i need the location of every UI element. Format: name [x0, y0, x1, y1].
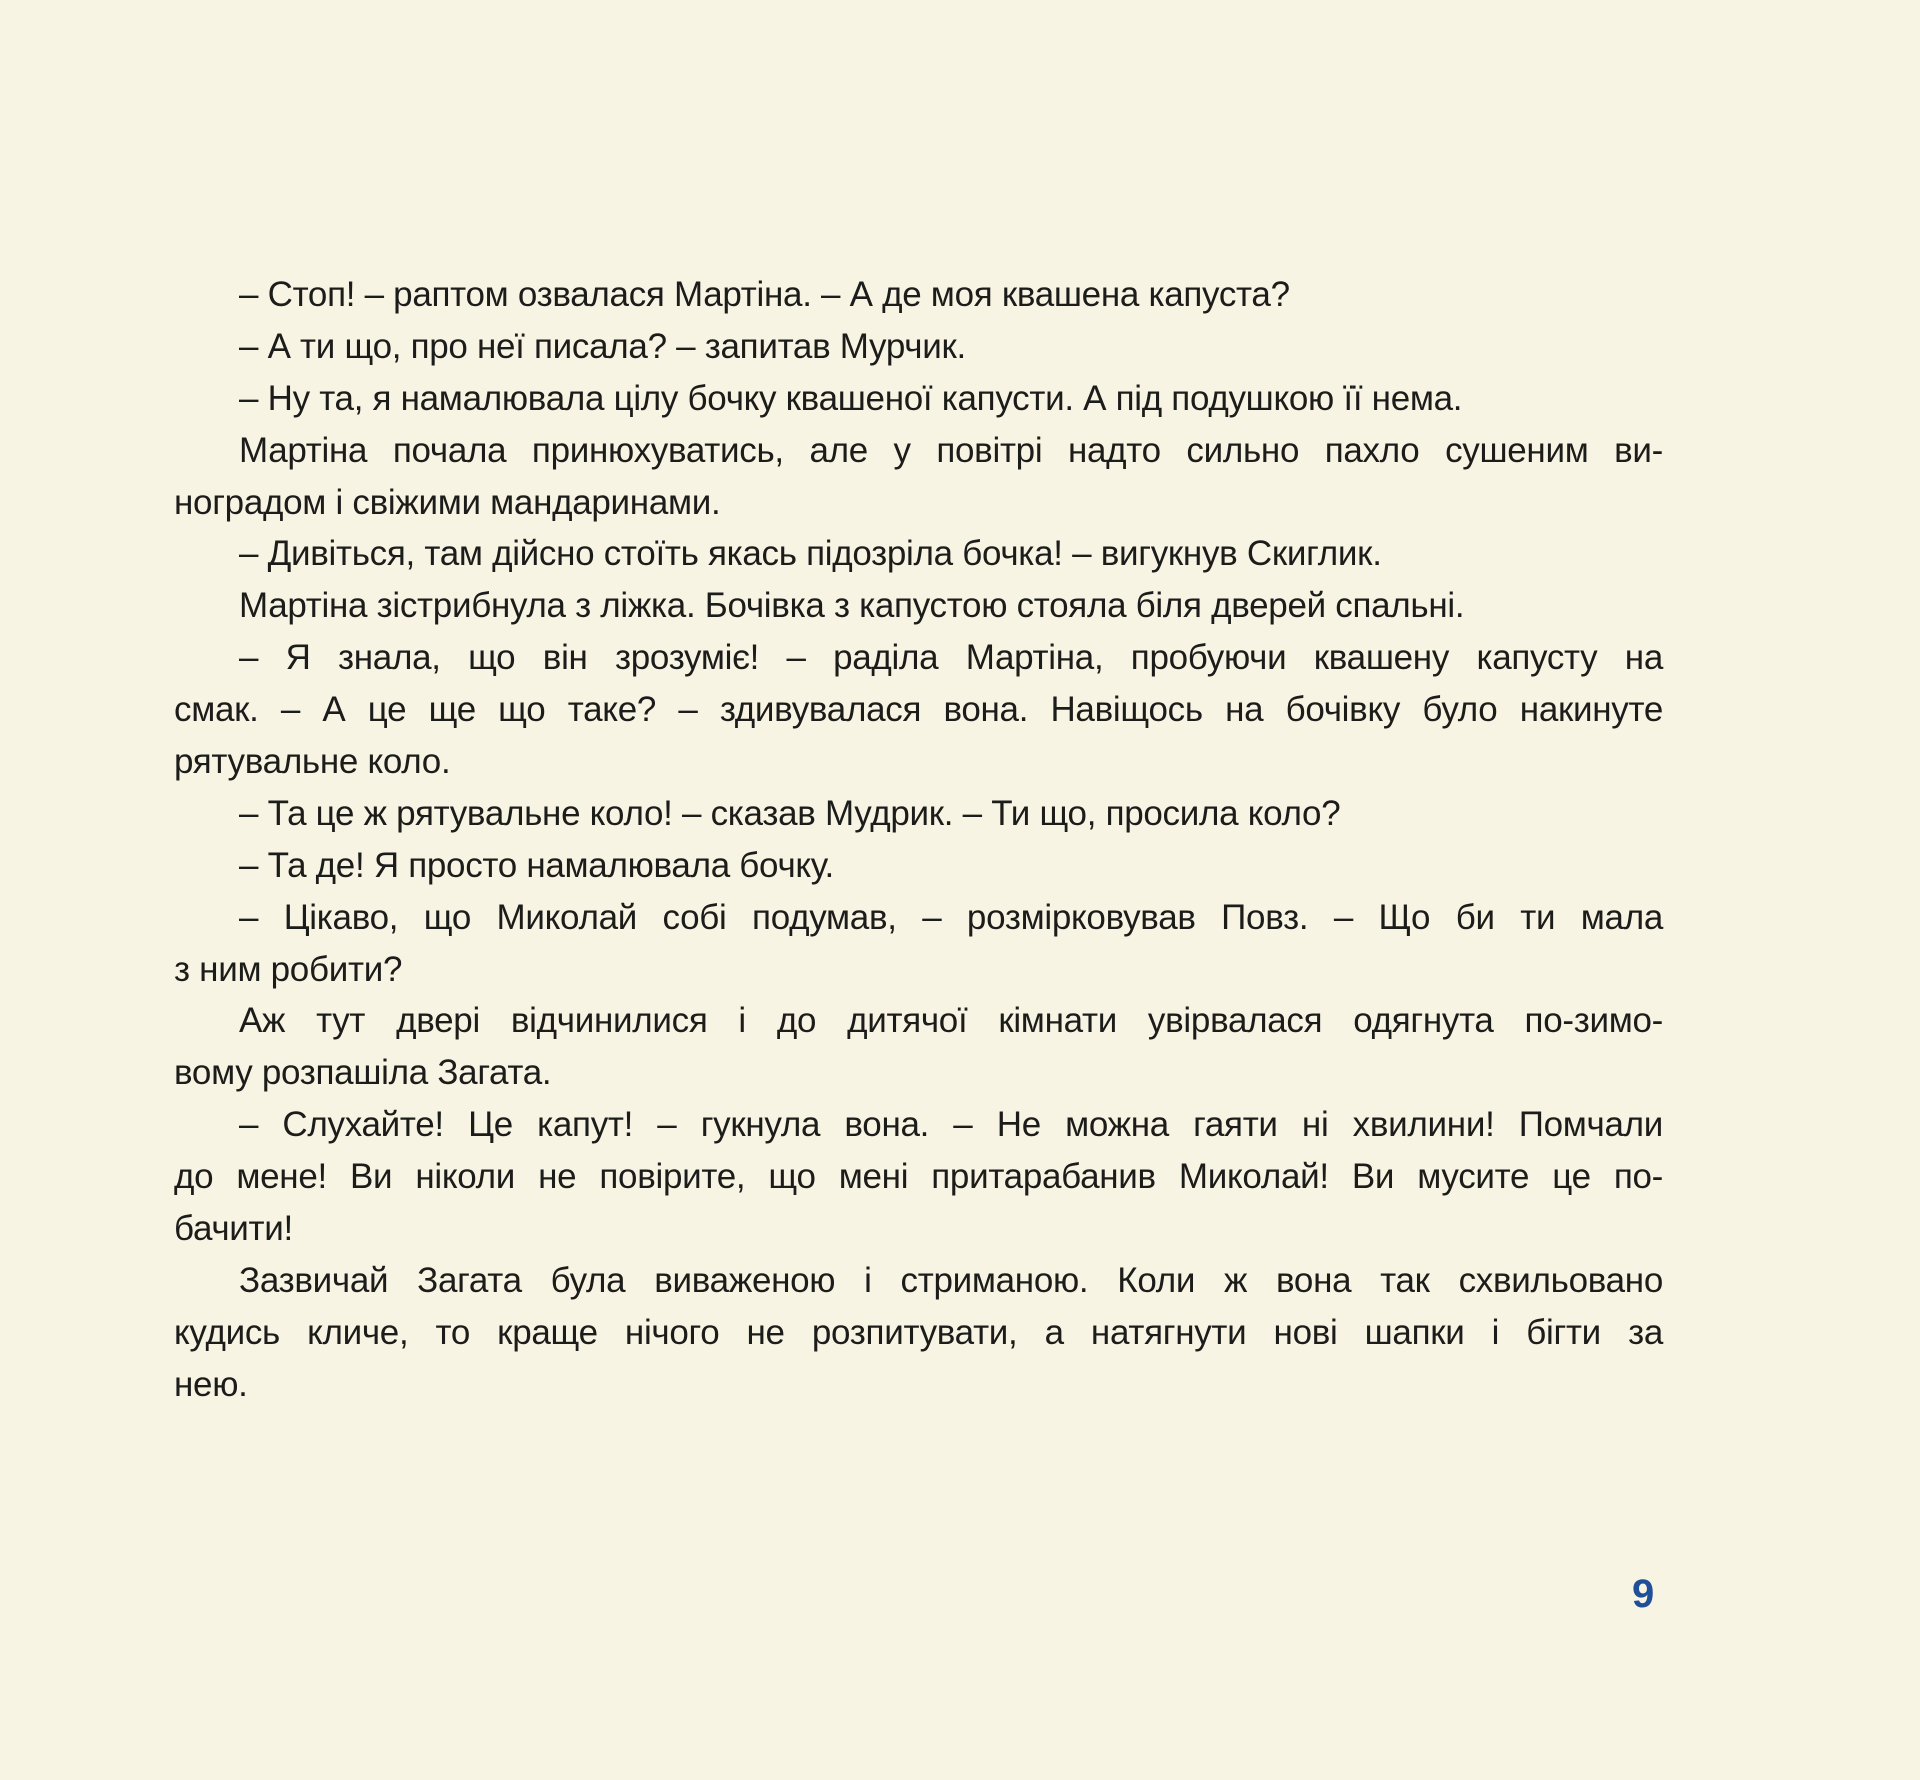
text-line: ноградом і свіжими мандаринами. [174, 482, 721, 522]
text-line: – А ти що, про неї писала? – запитав Мурчик. [239, 326, 966, 366]
text-line: смак. – А це ще що таке? – здивувалася вона. Навіщось на бочівку було накинуте [174, 690, 1663, 730]
text-line: Зазвичай Загата була виваженою і стриманою. Коли ж вона так схвильовано [239, 1260, 1663, 1300]
page-number: 9 [1632, 1572, 1655, 1616]
text-line: до мене! Ви ніколи не повірите, що мені притарабанив Миколай! Ви мусите це по- [174, 1157, 1663, 1197]
text-line: – Я знала, що він зрозуміє! – раділа Мартіна, пробуючи квашену капусту на [239, 638, 1663, 678]
text-line: кудись кличе, то краще нічого не розпитувати, а натягнути нові шапки і бігти за [174, 1312, 1663, 1352]
text-line: – Та де! Я просто намалювала бочку. [239, 845, 834, 885]
text-line: Мартіна почала принюхуватись, але у повітрі надто сильно пахло сушеним ви- [239, 430, 1663, 470]
text-line: Аж тут двері відчинилися і до дитячої кімнати увірвалася одягнута по-зимо- [239, 1001, 1663, 1041]
text-line: – Цікаво, що Миколай собі подумав, – розмірковував Повз. – Що би ти мала [239, 897, 1663, 937]
text-line: з ним робити? [174, 949, 403, 989]
text-line: рятувальне коло. [174, 742, 451, 782]
text-line: Мартіна зістрибнула з ліжка. Бочівка з капустою стояла біля дверей спальні. [239, 586, 1465, 626]
text-line: нею. [174, 1364, 248, 1404]
text-line: – Та це ж рятувальне коло! – сказав Мудрик. – Ти що, просила коло? [239, 793, 1341, 833]
text-line: – Ну та, я намалювала цілу бочку квашеної капусти. А під подушкою її нема. [239, 378, 1463, 418]
text-line: – Стоп! – раптом озвалася Мартіна. – А де моя квашена капуста? [239, 275, 1290, 314]
text-line: вому розпашіла Загата. [174, 1053, 552, 1093]
text-line: бачити! [174, 1209, 293, 1249]
text-line: – Дивіться, там дійсно стоїть якась підозріла бочка! – вигукнув Скиглик. [239, 534, 1382, 574]
page-body-text [174, 269, 1663, 1411]
text-line: – Слухайте! Це капут! – гукнула вона. – Не можна гаяти ні хвилини! Помчали [239, 1105, 1663, 1145]
